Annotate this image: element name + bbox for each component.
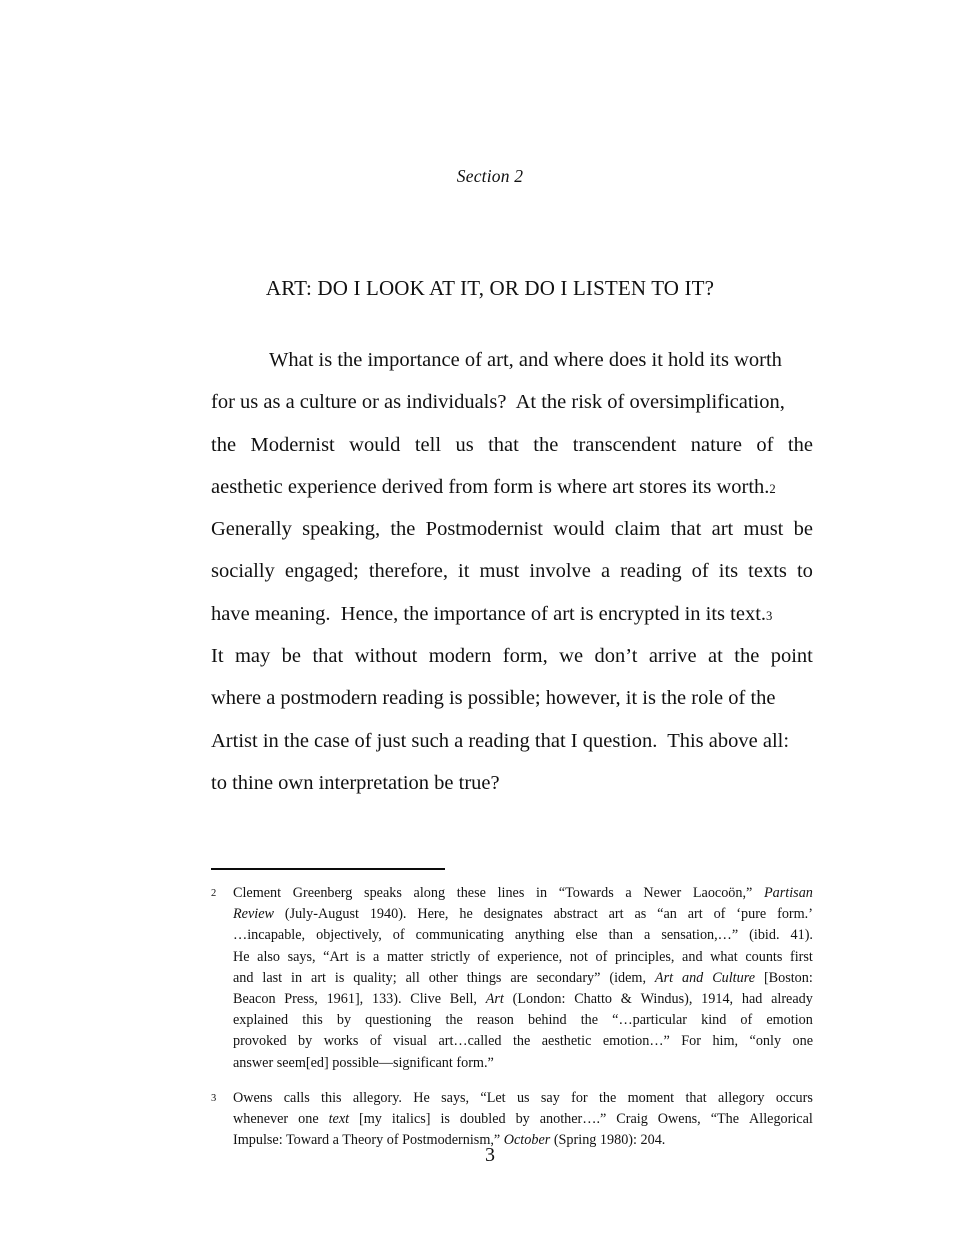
footnote-word: him, [712, 1033, 739, 1050]
footnote-word: ‘pure [736, 906, 767, 923]
footnote-word: lines [497, 885, 525, 901]
footnote-word: counts [745, 948, 783, 965]
body-word: art [711, 518, 734, 541]
body-word: that [670, 518, 702, 541]
body-word: It [211, 645, 224, 668]
body-word: its [718, 560, 739, 583]
body-word: the [211, 433, 237, 456]
footnote-line [233, 925, 813, 946]
footnote-word: of [477, 948, 490, 965]
footnote-word: in [291, 969, 303, 986]
body-line [211, 424, 813, 466]
footnote-word [655, 968, 673, 989]
footnote-word: things [466, 969, 502, 986]
footnote-word: also [257, 948, 280, 965]
footnote-word: occurs [775, 1089, 813, 1106]
footnote-word: art [608, 906, 624, 923]
body-word: Postmodernist [425, 518, 543, 541]
body-word: of [691, 560, 709, 583]
footnote-word: of [595, 948, 608, 965]
footnote-word: 1940). [369, 906, 407, 923]
body-text-run: where a postmodern reading is possible; however, it is the role of the [211, 687, 776, 710]
footnote-line [233, 1031, 813, 1052]
footnote-word: …incapable, [233, 927, 306, 944]
body-word: at [708, 645, 723, 668]
footnote-word: [my [359, 1110, 382, 1127]
footnote-word: [Boston: [763, 969, 813, 986]
footnote-word: kind [701, 1012, 727, 1029]
body-word: would [349, 433, 401, 456]
footnote-word: questioning [365, 1012, 432, 1029]
footnote-word: than [608, 927, 634, 944]
footnote-word: is [440, 1110, 450, 1127]
body-word: form, [502, 645, 548, 668]
body-word: tell [414, 433, 442, 456]
body-line [211, 762, 813, 804]
footnote-word: art [687, 906, 703, 923]
body-word: speaking, [302, 518, 381, 541]
footnote-word: a [625, 885, 632, 901]
footnote-word: for [571, 1089, 588, 1106]
footnote-word: else [575, 927, 598, 944]
footnote-word: He [413, 1089, 430, 1106]
italic-text: Art [654, 969, 674, 986]
footnote-line [233, 883, 813, 904]
body-line [211, 550, 813, 592]
footnote-word: art [311, 969, 326, 986]
footnote-word: Windus), [640, 990, 693, 1007]
footnote-word: communicating [415, 927, 504, 944]
footnote-word: moment [627, 1089, 675, 1106]
footnote-word: Allegorical [749, 1110, 813, 1127]
footnote-word: For [681, 1033, 701, 1050]
footnote-word: abstract [553, 906, 598, 923]
body-word: Generally [211, 518, 292, 541]
body-text-run: What is the importance of art, and where does it hold its worth [269, 349, 782, 371]
footnote-word [233, 904, 274, 925]
body-word: the [787, 433, 813, 456]
page-title: ART: DO I LOOK AT IT, OR DO I LISTEN TO IT? [265, 276, 715, 300]
footnote-word: Greenberg [292, 885, 353, 901]
body-line [211, 677, 813, 719]
footnote-word: last [262, 969, 283, 986]
footnote-word: Clement [233, 885, 282, 901]
body-word: claim [614, 518, 661, 541]
footnote-word: had [741, 990, 763, 1007]
footnote-word: He [233, 948, 250, 965]
footnote-word: 1961], [326, 990, 364, 1007]
body-word: we [559, 645, 584, 668]
body-line [211, 720, 813, 762]
body-word: it [458, 560, 470, 583]
footnote-word: calls [283, 1089, 310, 1106]
footnote-word: say [540, 1089, 560, 1106]
footnote-word: sensation,…” [661, 927, 739, 944]
footnote-word: one [298, 1110, 319, 1127]
footnote-word: Owens, [657, 1110, 701, 1127]
footnote-word: principles, [614, 948, 675, 965]
footnote-word: “…particular [612, 1012, 687, 1029]
italic-text: Review [233, 906, 274, 923]
footnote-line [233, 1109, 813, 1130]
running-head: Section 2 [456, 166, 524, 186]
footnote-line [233, 1053, 813, 1074]
body-word: the [390, 518, 416, 541]
footnote-word: experience, [497, 948, 563, 965]
body-word: be [793, 518, 813, 541]
footnote-word: emotion [766, 1012, 813, 1029]
body-word: point [770, 645, 813, 668]
footnote-word: (idem, [609, 969, 646, 986]
footnote-word: provoked [233, 1033, 287, 1050]
footnote-word: Newer [643, 885, 682, 901]
footnote-word: allegory. [352, 1089, 402, 1106]
body-word: the [533, 433, 559, 456]
footnote-word: aesthetic [541, 1033, 592, 1050]
footnote-word: is [355, 948, 366, 965]
body-text-run: Artist in the case of just such a reading that I question. This above all: [211, 729, 790, 752]
body-word: would [553, 518, 605, 541]
footnote-word: strictly [430, 948, 471, 965]
footnote-word: Laocoön,” [692, 885, 753, 901]
footnote-word: (ibid. [749, 927, 780, 944]
footnote-word: the [512, 1033, 531, 1050]
footnote-word: the [445, 1012, 463, 1029]
footnote-word: says, [287, 948, 316, 965]
footnote-text-run: answer seem[ed] possible—significant form.” [233, 1054, 494, 1071]
body-word: texts [748, 560, 787, 583]
footnote-line [233, 968, 813, 989]
footnote-word: first [789, 948, 813, 965]
body-word: arrive [648, 645, 697, 668]
footnote-word: and [682, 948, 703, 965]
body-line [211, 339, 813, 381]
footnote-word: 1914, [701, 990, 734, 1007]
body-word: a [600, 560, 611, 583]
footnote-word: “Art [323, 948, 349, 965]
footnote-word: & [620, 990, 632, 1007]
footnote-word: not [569, 948, 588, 965]
body-text-run: have meaning. Hence, the importance of art is encrypted in its text. [211, 602, 767, 625]
footnote-word: of [369, 1033, 382, 1050]
footnote-word: of [740, 1012, 753, 1029]
footnote-word: Owens [233, 1089, 273, 1106]
body-word: must [743, 518, 784, 541]
footnote-word: art…called [438, 1033, 502, 1050]
body-word: must [479, 560, 520, 583]
footnote-marker: 2 [211, 888, 217, 899]
body-word: involve [529, 560, 591, 583]
footnote-line [233, 1010, 813, 1031]
footnote-word: doubled [459, 1110, 506, 1127]
body-word: be [281, 645, 302, 668]
footnote-word: of [392, 927, 405, 944]
footnote-word: reason [476, 1012, 514, 1029]
footnote-word: a [644, 927, 651, 944]
body-word: therefore, [368, 560, 448, 583]
footnote-word: allegory [718, 1089, 765, 1106]
body-word: without [354, 645, 418, 668]
footnote-word [682, 968, 703, 989]
footnote-text-run: Impulse: Toward a Theory of Postmodernism,” October (Spring 1980): 204. [233, 1132, 666, 1149]
body-word: socially [211, 560, 275, 583]
footnote-word: another….” [539, 1110, 607, 1127]
footnote-word: a [373, 948, 380, 965]
footnote-word: behind [528, 1012, 567, 1029]
footnote-word: this [321, 1089, 342, 1106]
body-word: transcendent [572, 433, 677, 456]
footnote-word [712, 968, 755, 989]
footnote-list [211, 883, 813, 1165]
footnote-word: speaks [364, 885, 402, 901]
footnote-3 [211, 1088, 813, 1152]
footnote-word: visual [393, 1033, 427, 1050]
footnote-2 [211, 883, 813, 1074]
footnote-word: “an [657, 906, 677, 923]
footnote-word: are [510, 969, 528, 986]
footnote-word: of [713, 906, 726, 923]
body-word: Modernist [250, 433, 335, 456]
body-word: may [234, 645, 271, 668]
footnote-word: and [233, 969, 254, 986]
footnote-word: he [459, 906, 473, 923]
footnote-marker: 3 [211, 1092, 217, 1104]
italic-text: and [681, 969, 704, 986]
body-line: have meaning. Hence, the importance of art is encrypted in its text. 3 [211, 593, 813, 635]
footnote-word: one [792, 1033, 813, 1050]
footnote-word: other [428, 969, 458, 986]
footnote-word: these [456, 885, 486, 901]
footnote-word: “Let [480, 1089, 506, 1106]
footnote-word: along [413, 885, 446, 901]
footnote-word: (London: [512, 990, 566, 1007]
footnote-word: the [580, 1012, 599, 1029]
footnote-word: by [515, 1110, 530, 1127]
italic-text: text [328, 1110, 350, 1127]
body-line [211, 508, 813, 550]
body-word: that [488, 433, 519, 456]
footnote-word: matter [386, 948, 424, 965]
footnote-word: whenever [233, 1110, 289, 1127]
footnote-word: designates [483, 906, 543, 923]
footnote-word [329, 1109, 349, 1130]
footnote-word: emotion…” [602, 1033, 670, 1050]
footnote-word: this [302, 1012, 323, 1029]
italic-text: Art [485, 990, 504, 1007]
footnote-word: by [336, 1012, 352, 1029]
body-text-run: to thine own interpretation be true? [211, 771, 500, 794]
footnote-word: explained [233, 1012, 289, 1029]
footnote-word [486, 989, 504, 1010]
footnote-word: Craig [616, 1110, 648, 1127]
footnote-line [233, 947, 813, 968]
footnote-line [233, 989, 813, 1010]
footnote-word: Press, [284, 990, 318, 1007]
footnote-word: is [334, 969, 345, 986]
footnote-word: form.’ [777, 906, 813, 923]
footnote-word: what [710, 948, 738, 965]
footnote-word: Bell, [449, 990, 477, 1007]
footnote-word: anything [514, 927, 565, 944]
footnote-word: objectively, [316, 927, 382, 944]
body-text-run: aesthetic experience derived from form is where art stores its worth. [211, 475, 770, 498]
body-word: us [455, 433, 474, 456]
body-word: the [734, 645, 760, 668]
footnote-separator-rule [211, 868, 445, 870]
footnote-word: “only [749, 1033, 782, 1050]
footnote-word: “The [710, 1110, 740, 1127]
footnote-word: (July-August [284, 906, 359, 923]
footnote-word: Clive [410, 990, 442, 1007]
body-text-run: for us as a culture or as individuals? At the risk of oversimplification, [211, 391, 785, 414]
footnote-word: works [323, 1033, 359, 1050]
footnote-word: in [536, 885, 548, 901]
footnote-word: 41). [790, 927, 813, 944]
body-word: of [756, 433, 774, 456]
body-line [211, 381, 813, 423]
body-paragraph [211, 339, 813, 804]
footnote-word: already [771, 990, 813, 1007]
body-line: aesthetic experience derived from form is where art stores its worth. 2 [211, 466, 813, 508]
footnote-word: all [405, 969, 420, 986]
footnote-line [233, 1088, 813, 1109]
body-word: modern [428, 645, 492, 668]
footnote-word: “Towards [558, 885, 614, 901]
footnote-word: Here, [417, 906, 449, 923]
footnote-line [233, 904, 813, 925]
footnote-word: Chatto [574, 990, 613, 1007]
footnote-word: us [516, 1089, 530, 1106]
body-word: to [796, 560, 813, 583]
body-word: engaged; [284, 560, 359, 583]
page-number: 3 [485, 1144, 495, 1166]
body-word: reading [620, 560, 682, 583]
footnote-word: says, [441, 1089, 470, 1106]
footnote-word: secondary” [536, 969, 601, 986]
footnote-word: the [598, 1089, 617, 1106]
footnote-word [764, 883, 813, 904]
footnote-word: quality; [353, 969, 397, 986]
body-word: don’t [594, 645, 638, 668]
italic-text: Culture [712, 969, 756, 986]
italic-text: October [503, 1132, 551, 1149]
body-word: that [312, 645, 344, 668]
body-line [211, 635, 813, 677]
footnote-word: Beacon [233, 990, 276, 1007]
footnote-word: that [685, 1089, 707, 1106]
footnote-word: 133). [371, 990, 402, 1007]
italic-text: Partisan [764, 885, 813, 901]
footnote-word: italics] [391, 1110, 431, 1127]
body-word: nature [690, 433, 742, 456]
footnote-word: by [298, 1033, 313, 1050]
footnote-word: as [634, 906, 647, 923]
